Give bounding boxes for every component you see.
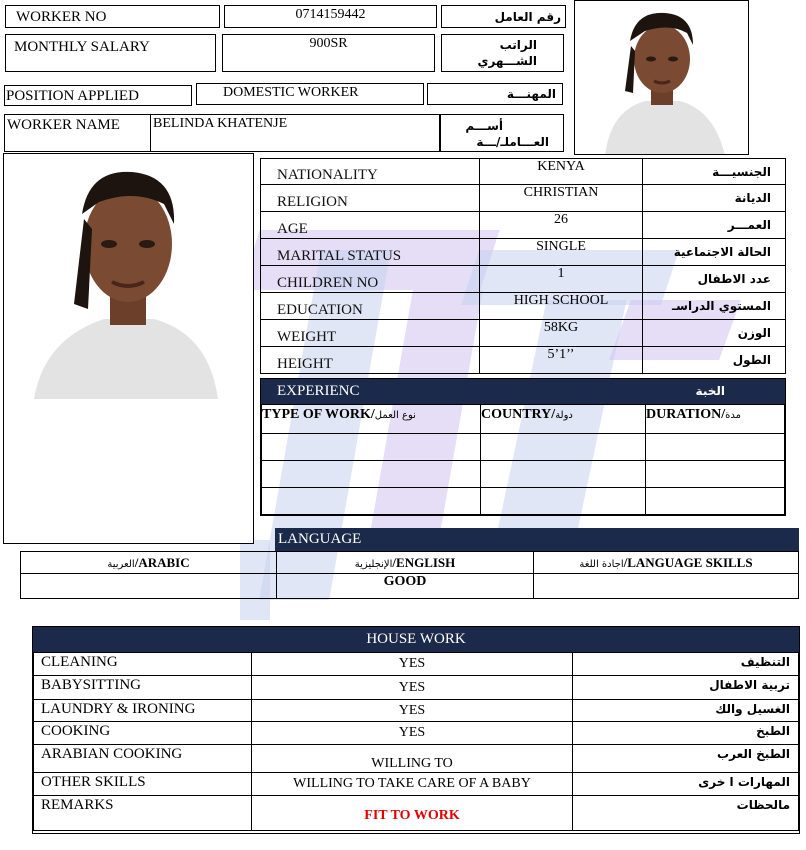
detail-row <box>261 293 786 320</box>
house-work-label: CLEANING <box>34 653 252 676</box>
name-ar-1: أســـم <box>465 119 503 133</box>
language-skills-header: اجادة اللغة/LANGUAGE SKILLS <box>534 552 799 574</box>
detail-value: HIGH SCHOOL <box>480 293 643 320</box>
english-header: الإنجليزية/ENGLISH <box>277 552 534 574</box>
detail-label-ar: الجنسيـــة <box>643 159 786 185</box>
detail-label-ar: العمـــر <box>643 212 786 239</box>
house-work-title: HOUSE WORK <box>366 631 466 647</box>
duration-header: DURATION/مدة <box>646 405 785 434</box>
house-work-row <box>34 745 799 773</box>
experience-row <box>262 488 785 515</box>
arabic-level <box>21 574 277 599</box>
house-work-row <box>34 796 799 831</box>
details-table <box>260 158 786 374</box>
detail-row <box>261 347 786 374</box>
name-label: WORKER NAME <box>7 117 120 133</box>
detail-value: 26 <box>480 212 643 239</box>
detail-row <box>261 212 786 239</box>
detail-label-ar: عدد الاطفال <box>643 266 786 293</box>
detail-label-ar: الديانة <box>643 185 786 212</box>
english-level: GOOD <box>277 574 534 599</box>
detail-row <box>261 239 786 266</box>
name-ar-2: العـــاملـ/ـــة <box>476 135 549 149</box>
name-value-cell <box>150 114 440 152</box>
experience-row <box>262 434 785 461</box>
name-label-cell <box>4 114 151 152</box>
salary-value-cell <box>222 34 435 72</box>
worker-no-label-cell <box>5 5 220 28</box>
position-value: DOMESTIC WORKER <box>223 85 359 100</box>
detail-row <box>261 185 786 212</box>
detail-label: MARITAL STATUS <box>261 239 480 266</box>
language-skills-level <box>534 574 799 599</box>
detail-label: AGE <box>261 212 480 239</box>
arabic-header: العربية/ARABIC <box>21 552 277 574</box>
language-table <box>20 551 799 599</box>
experience-title: EXPERIENC <box>277 383 360 399</box>
worker-no-ar-cell <box>441 5 566 28</box>
detail-value: SINGLE <box>480 239 643 266</box>
house-work-value: FIT TO WORK <box>252 796 573 831</box>
worker-no-label: WORKER NO <box>16 9 107 25</box>
house-work-header <box>33 627 799 652</box>
language-header <box>275 528 799 551</box>
experience-title-ar: الخبة <box>695 384 725 398</box>
experience-section <box>260 378 786 516</box>
house-work-label-ar: المهارات ا خرى <box>573 773 799 796</box>
detail-value: 1 <box>480 266 643 293</box>
type-of-work-header: TYPE OF WORK/نوع العمل <box>262 405 481 434</box>
experience-table <box>261 404 785 515</box>
detail-label: CHILDREN NO <box>261 266 480 293</box>
detail-label-ar: المستوي الدراسـ <box>643 293 786 320</box>
position-value-cell <box>196 83 424 105</box>
position-ar: المهنـــة <box>506 87 556 101</box>
house-work-row <box>34 722 799 745</box>
house-work-value: YES <box>252 700 573 722</box>
detail-value: CHRISTIAN <box>480 185 643 212</box>
position-label: POSITION APPLIED <box>6 88 139 104</box>
small-photo <box>574 0 749 155</box>
house-work-section <box>32 626 800 834</box>
detail-label: HEIGHT <box>261 347 480 374</box>
position-ar-cell <box>427 83 563 105</box>
house-work-label-ar: تربية الاطفال <box>573 676 799 700</box>
house-work-label-ar: الطبخ العرب <box>573 745 799 773</box>
house-work-value: WILLING TO TAKE CARE OF A BABY <box>252 773 573 796</box>
experience-row <box>262 461 785 488</box>
detail-row <box>261 320 786 347</box>
house-work-row <box>34 700 799 722</box>
house-work-label-ar: الغسيل والك <box>573 700 799 722</box>
worker-no-value-cell <box>224 5 437 28</box>
salary-label-cell <box>5 34 216 72</box>
salary-value: 900SR <box>309 36 348 51</box>
house-work-label-ar: مالحظات <box>573 796 799 831</box>
detail-row <box>261 266 786 293</box>
detail-label: EDUCATION <box>261 293 480 320</box>
detail-value: KENYA <box>480 159 643 185</box>
house-work-label-ar: التنظيف <box>573 653 799 676</box>
salary-ar-2: الشـــهري <box>477 54 537 68</box>
detail-label-ar: الطول <box>643 347 786 374</box>
house-work-label: REMARKS <box>34 796 252 831</box>
house-work-label: BABYSITTING <box>34 676 252 700</box>
detail-label: RELIGION <box>261 185 480 212</box>
detail-label-ar: الحالة الاجتماعية <box>643 239 786 266</box>
name-ar-cell <box>440 114 564 152</box>
house-work-row <box>34 653 799 676</box>
house-work-value: YES <box>252 676 573 700</box>
house-work-value: YES <box>252 722 573 745</box>
house-work-value: YES <box>252 653 573 676</box>
country-header: COUNTRY/دولة <box>481 405 646 434</box>
detail-row <box>261 159 786 185</box>
salary-ar-cell <box>441 34 564 72</box>
main-photo <box>3 153 254 544</box>
detail-label: NATIONALITY <box>261 159 480 185</box>
house-work-label-ar: الطبخ <box>573 722 799 745</box>
salary-label: MONTHLY SALARY <box>14 39 150 55</box>
language-title: LANGUAGE <box>278 531 362 547</box>
experience-header <box>261 379 785 404</box>
house-work-table <box>33 652 799 831</box>
detail-value: 58KG <box>480 320 643 347</box>
name-value: BELINDA KHATENJE <box>153 116 288 131</box>
house-work-value: WILLING TO <box>252 745 573 773</box>
house-work-row <box>34 676 799 700</box>
detail-label: WEIGHT <box>261 320 480 347</box>
house-work-label: ARABIAN COOKING <box>34 745 252 773</box>
worker-no-value: 0714159442 <box>295 7 366 22</box>
detail-label-ar: الوزن <box>643 320 786 347</box>
house-work-row <box>34 773 799 796</box>
house-work-label: OTHER SKILLS <box>34 773 252 796</box>
house-work-label: COOKING <box>34 722 252 745</box>
house-work-label: LAUNDRY & IRONING <box>34 700 252 722</box>
worker-no-ar: رقم العامل <box>494 10 561 24</box>
position-label-cell <box>4 85 192 106</box>
detail-value: 5’1’’ <box>480 347 643 374</box>
salary-ar-1: الراتب <box>499 38 537 52</box>
